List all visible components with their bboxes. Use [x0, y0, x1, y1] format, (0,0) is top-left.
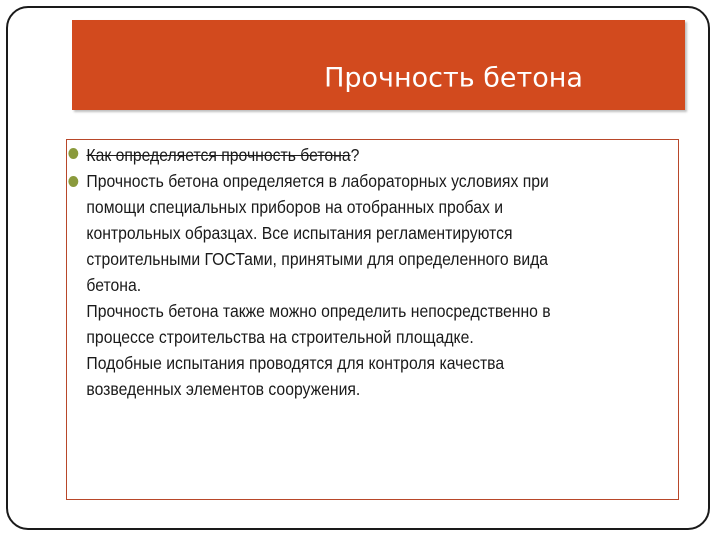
title-bar: [72, 20, 685, 110]
slide-title: Прочность бетона: [324, 62, 583, 94]
bullet-dot-icon: [68, 176, 78, 187]
bullet-dot-icon: [68, 148, 78, 159]
bullet-question: [0, 140, 585, 168]
question-mark: ?: [350, 145, 360, 165]
question-text: Как определяется прочность бетона: [86, 145, 351, 165]
bullet-list: [0, 140, 720, 402]
bullet-answer: [0, 168, 585, 402]
answer-paragraph-2: Прочность бетона также можно определить непосредственно в процессе строительства на строительной площадке. Подобные испытания проводятся для контроля качества возведенных элементов сооружения.: [86, 301, 551, 399]
answer-paragraph-1: Прочность бетона определяется в лабораторных условиях при помощи специальных приборов на отобранных пробах и контрольных образцах. Все испытания регламентируются строительными ГОСТами, принятыми для определенного вида бетона.: [86, 171, 549, 295]
